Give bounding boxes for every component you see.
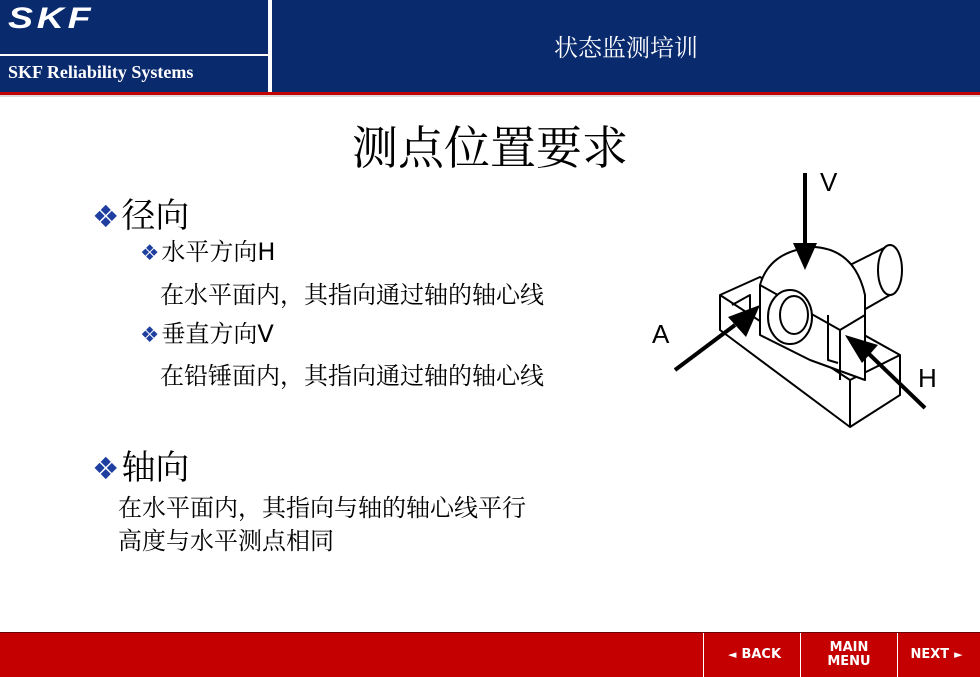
page-title: 测点位置要求 <box>352 121 628 175</box>
triangle-left-icon: ◄ <box>727 648 737 661</box>
slide-header <box>0 0 980 92</box>
axial-desc-line1: 在水平面内，其指向与轴的轴心线平行 <box>118 494 526 522</box>
vertical-direction-label: 垂直方向V <box>161 320 274 348</box>
horizontal-direction-label: 水平方向H <box>161 238 276 266</box>
diamond-cluster-icon: ❖ <box>92 452 120 487</box>
label-h: H <box>918 363 937 393</box>
diamond-cluster-icon: ❖ <box>92 200 120 235</box>
label-v: V <box>820 167 838 197</box>
navigation-bar <box>0 632 980 677</box>
brand-subtitle: SKF Reliability Systems <box>8 62 194 82</box>
next-button[interactable] <box>897 633 980 677</box>
back-button[interactable] <box>703 633 800 677</box>
triangle-right-icon: ► <box>954 648 963 661</box>
back-label: BACK <box>741 647 782 662</box>
main-menu-line2: MENU <box>827 654 871 669</box>
horizontal-direction-desc: 在水平面内，其指向通过轴的轴心线 <box>160 281 544 309</box>
brand-box <box>0 0 270 92</box>
vertical-direction-desc: 在铅锤面内，其指向通过轴的轴心线 <box>160 362 544 390</box>
measurement-point-diagram <box>650 165 980 440</box>
vertical-direction-item <box>140 314 274 349</box>
diamond-cluster-icon: ❖ <box>140 323 160 348</box>
axial-heading-label: 轴向 <box>121 448 190 488</box>
bearing-housing-icon <box>650 165 980 440</box>
label-a: A <box>652 319 670 349</box>
diamond-cluster-icon: ❖ <box>140 241 160 266</box>
course-title: 状态监测培训 <box>554 34 698 62</box>
next-label: NEXT <box>910 647 950 662</box>
brand-divider <box>0 54 270 56</box>
skf-logo: SKF <box>8 2 95 35</box>
header-divider-light <box>0 95 980 97</box>
course-title-bar <box>272 0 980 92</box>
radial-heading-label: 径向 <box>121 196 190 236</box>
radial-heading <box>92 188 189 237</box>
axial-desc-line2: 高度与水平测点相同 <box>118 527 334 555</box>
horizontal-direction-item <box>140 232 275 267</box>
main-menu-button[interactable] <box>800 633 897 677</box>
main-menu-line1: MAIN <box>829 640 869 655</box>
axial-heading <box>92 440 189 489</box>
